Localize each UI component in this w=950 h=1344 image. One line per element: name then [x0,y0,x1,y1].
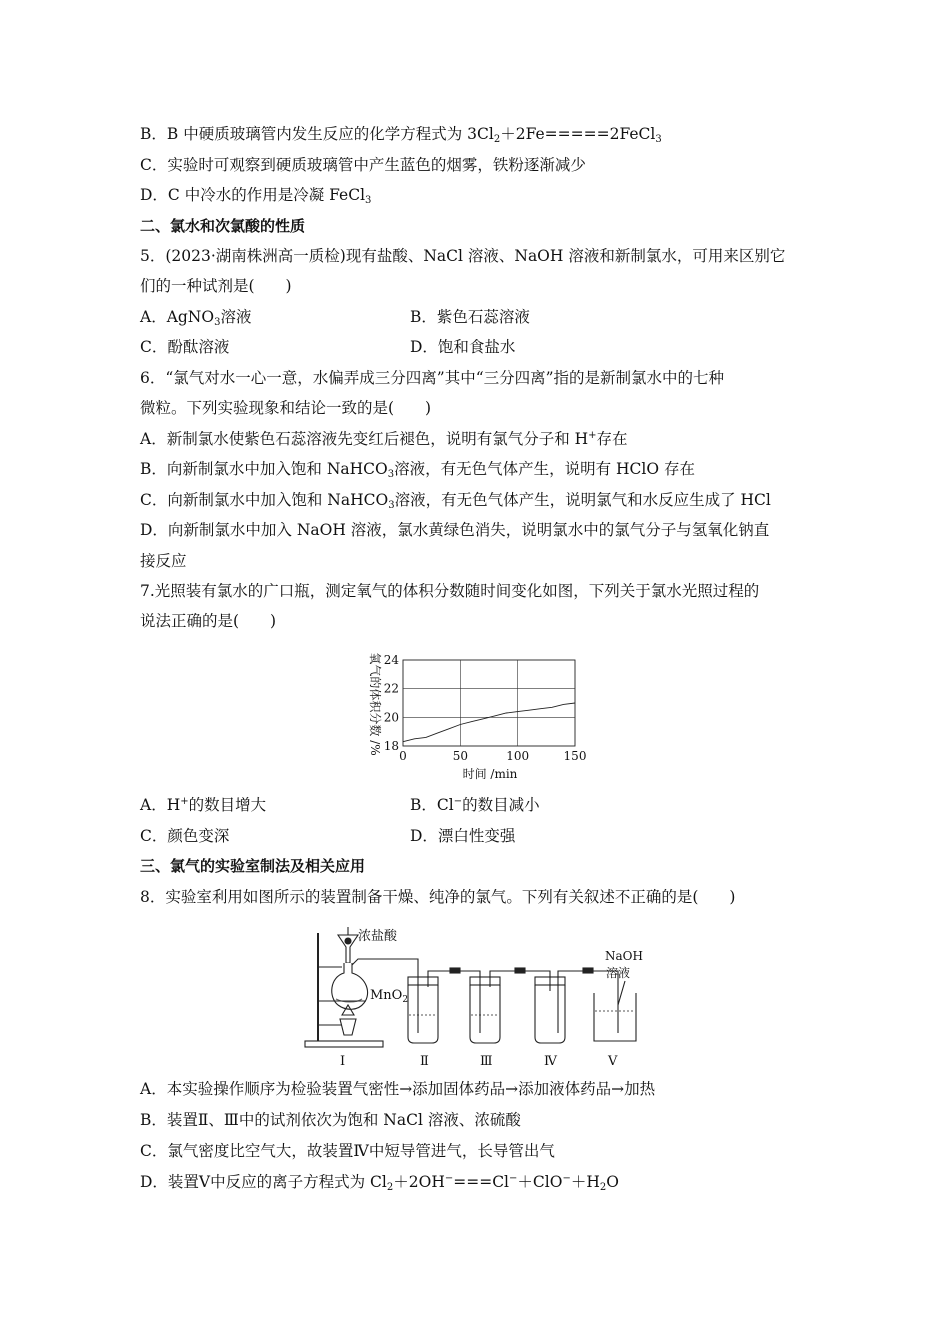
chart-grid [403,660,575,746]
chart-ylabel: 氧气的体积分数 /% [368,652,382,756]
chart-series-line [403,703,575,742]
q4-option-d: D．C 中冷水的作用是冷凝 FeCl$_3$ [140,186,372,206]
q6-stem-line2: 微粒。下列实验现象和结论一致的是( ) [140,399,432,417]
q5-stem-line1: 5．(2023·湖南株洲高一质检)现有盐酸、NaCl 溶液、NaOH 溶液和新制氯水，可用来区别它 [140,247,786,265]
apparatus-v [594,981,636,1041]
q6-option-c: C．向新制氯水中加入饱和 NaHCO$_3$溶液，有无色气体产生，说明氯气和水反应生成了 HCl [140,491,771,511]
apparatus-i [305,927,418,1047]
q4-option-c: C．实验时可观察到硬质玻璃管中产生蓝色的烟雾，铁粉逐渐减少 [140,156,586,174]
label-ii: Ⅱ [420,1054,429,1069]
q6-option-d-line2: 接反应 [140,552,187,570]
q8-stem: 8．实验室利用如图所示的装置制备干燥、纯净的氯气。下列有关叙述不正确的是( ) [140,888,736,906]
chart-ytick-label: 24 [383,653,399,667]
label-solution: 溶液 [606,966,631,980]
q7-option-b: B．Cl−的数目减小 [410,796,540,814]
q7-option-c: C．颜色变深 [140,827,230,845]
chart-ytick-label: 18 [383,739,399,753]
q6-option-b: B．向新制氯水中加入饱和 NaHCO$_3$溶液，有无色气体产生，说明有 HClO 存在 [140,460,695,480]
q4-option-b: B．B 中硬质玻璃管内发生反应的化学方程式为 $3Cl_2+2Fe=====2FeCl_3$ [140,125,662,145]
q7-option-a: A．H+的数目增大 [140,796,267,814]
apparatus-ii [408,968,480,1043]
section-3-heading: 三、氯气的实验室制法及相关应用 [140,857,366,875]
q6-option-a: A．新制氯水使紫色石蕊溶液先变红后褪色，说明有氯气分子和 H+存在 [140,430,628,448]
label-acid: 浓盐酸 [358,929,398,944]
q5-option-c: C．酚酞溶液 [140,338,230,356]
q8-option-b: B．装置Ⅱ、Ⅲ中的试剂依次为饱和 NaCl 溶液、浓硫酸 [140,1111,521,1129]
q6-option-d-line1: D．向新制氯水中加入 NaOH 溶液，氯水黄绿色消失，说明氯水中的氯气分子与氢氧化钠直 [140,521,770,539]
q6-stem-line1: 6．“氯气对水一心一意，水偏弄成三分四离”其中“三分四离”指的是新制氯水中的七种 [140,369,725,387]
chart-ytick-label: 22 [383,681,399,696]
q7-option-d: D．漂白性变强 [410,827,516,845]
chart-xtick-label: 100 [506,749,530,763]
chart-xtick-label: 0 [399,749,407,763]
chart-xtick-label: 50 [452,749,468,763]
label-naoh: NaOH [605,949,643,963]
label-i: Ⅰ [340,1054,346,1069]
section-2-heading: 二、氯水和次氯酸的性质 [140,217,306,235]
q8-option-d: D．装置Ⅴ中反应的离子方程式为 $Cl_2+2OH^-===Cl^-+ClO^-+H_2O$ [140,1173,619,1193]
q8-option-a: A．本实验操作顺序为检验装置气密性→添加固体药品→添加液体药品→加热 [140,1080,656,1098]
label-iii: Ⅲ [480,1054,493,1069]
label-iv: Ⅳ [544,1054,557,1069]
q7-stem-line2: 说法正确的是( ) [140,612,277,630]
chart-ytick-label: 20 [383,710,399,725]
q8-option-c: C．氯气密度比空气大，故装置Ⅳ中短导管进气，长导管出气 [140,1142,555,1160]
chart-xlabel: 时间 /min [462,767,518,781]
q5-option-a: A．AgNO$_3$溶液 [140,308,252,328]
label-mno2: MnO$_2$ [370,988,409,1005]
apparatus-diagram [300,915,650,1075]
q7-stem-line1: 7.光照装有氯水的广口瓶，测定氧气的体积分数随时间变化如图，下列关于氯水光照过程的 [140,582,760,600]
q5-option-d: D．饱和食盐水 [410,338,516,356]
q5-option-b: B．紫色石蕊溶液 [410,308,530,326]
q5-stem-line2: 们的一种试剂是( ) [140,277,292,295]
chart-ticks [384,653,587,763]
oxygen-chart [355,640,595,785]
label-v: Ⅴ [608,1054,618,1069]
chart-frame [403,660,575,746]
chart-xtick-label: 150 [563,749,587,763]
